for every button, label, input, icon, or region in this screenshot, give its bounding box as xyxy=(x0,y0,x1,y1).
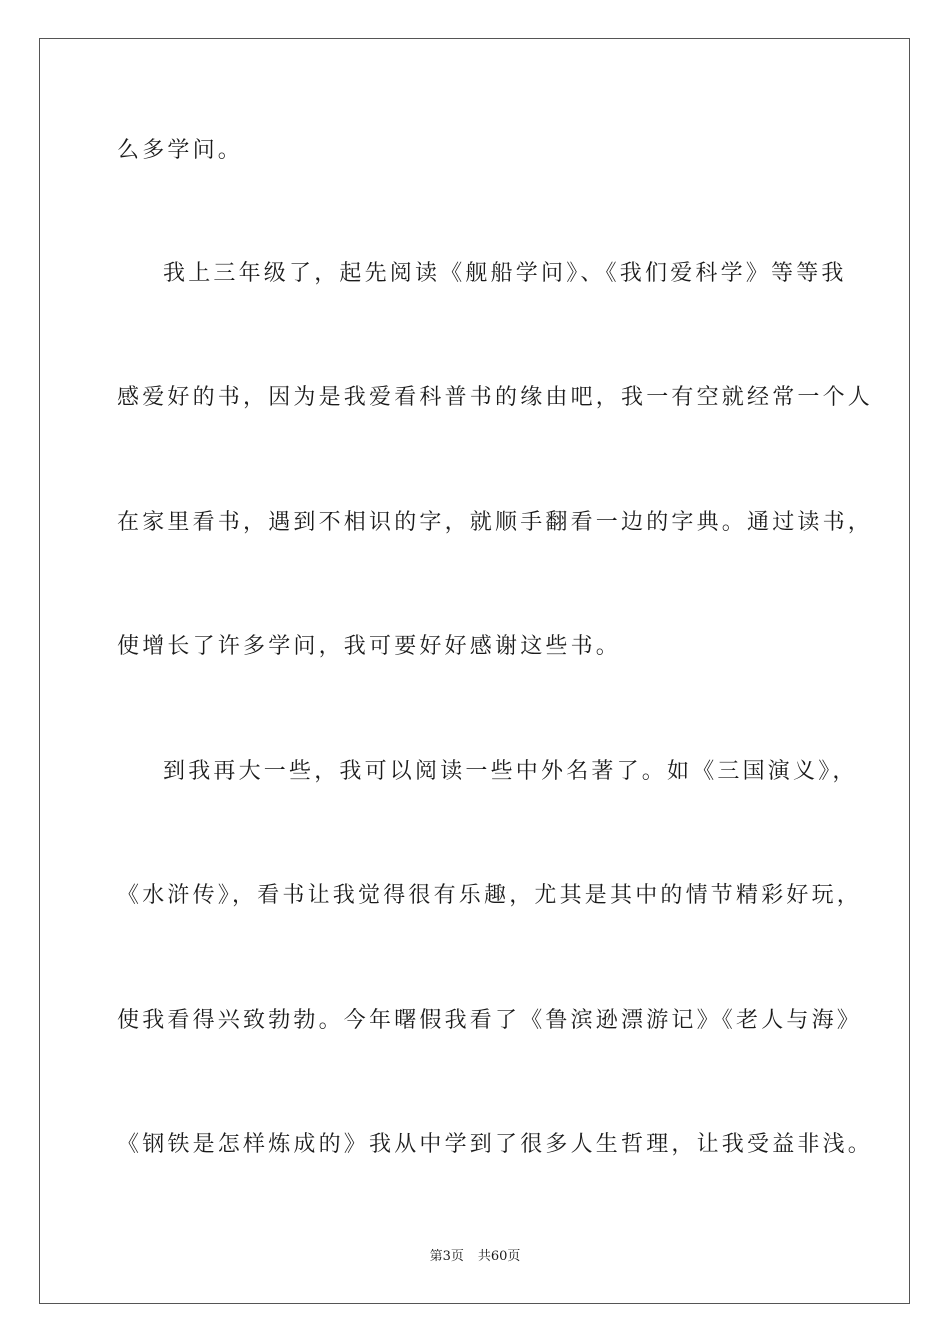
text-line: 我上三年级了，起先阅读《舰船学问》、《我们爱科学》等等我 xyxy=(163,261,847,286)
text-line: 在家里看书，遇到不相识的字，就顺手翻看一边的字典。通过读书， xyxy=(117,510,874,535)
text-line: 使增长了许多学问，我可要好好感谢这些书。 xyxy=(117,634,622,659)
text-line: 么多学问。 xyxy=(117,138,244,163)
text-line: 到我再大一些，我可以阅读一些中外名著了。如《三国演义》， xyxy=(163,759,858,784)
text-line: 《钢铁是怎样炼成的》我从中学到了很多人生哲理，让我受益非浅。 xyxy=(117,1132,874,1157)
page-number: 第3页 xyxy=(429,1249,464,1264)
text-line: 使我看得兴致勃勃。今年曙假我看了《鲁滨逊漂游记》《老人与海》 xyxy=(117,1008,863,1033)
text-line: 《水浒传》，看书让我觉得很有乐趣，尤其是其中的情节精彩好玩， xyxy=(117,883,863,908)
total-pages: 共60页 xyxy=(477,1249,521,1264)
text-line: 感爱好的书，因为是我爱看科普书的缘由吧，我一有空就经常一个人 xyxy=(117,385,874,410)
page-footer xyxy=(0,1248,950,1266)
page-border xyxy=(39,38,910,1304)
